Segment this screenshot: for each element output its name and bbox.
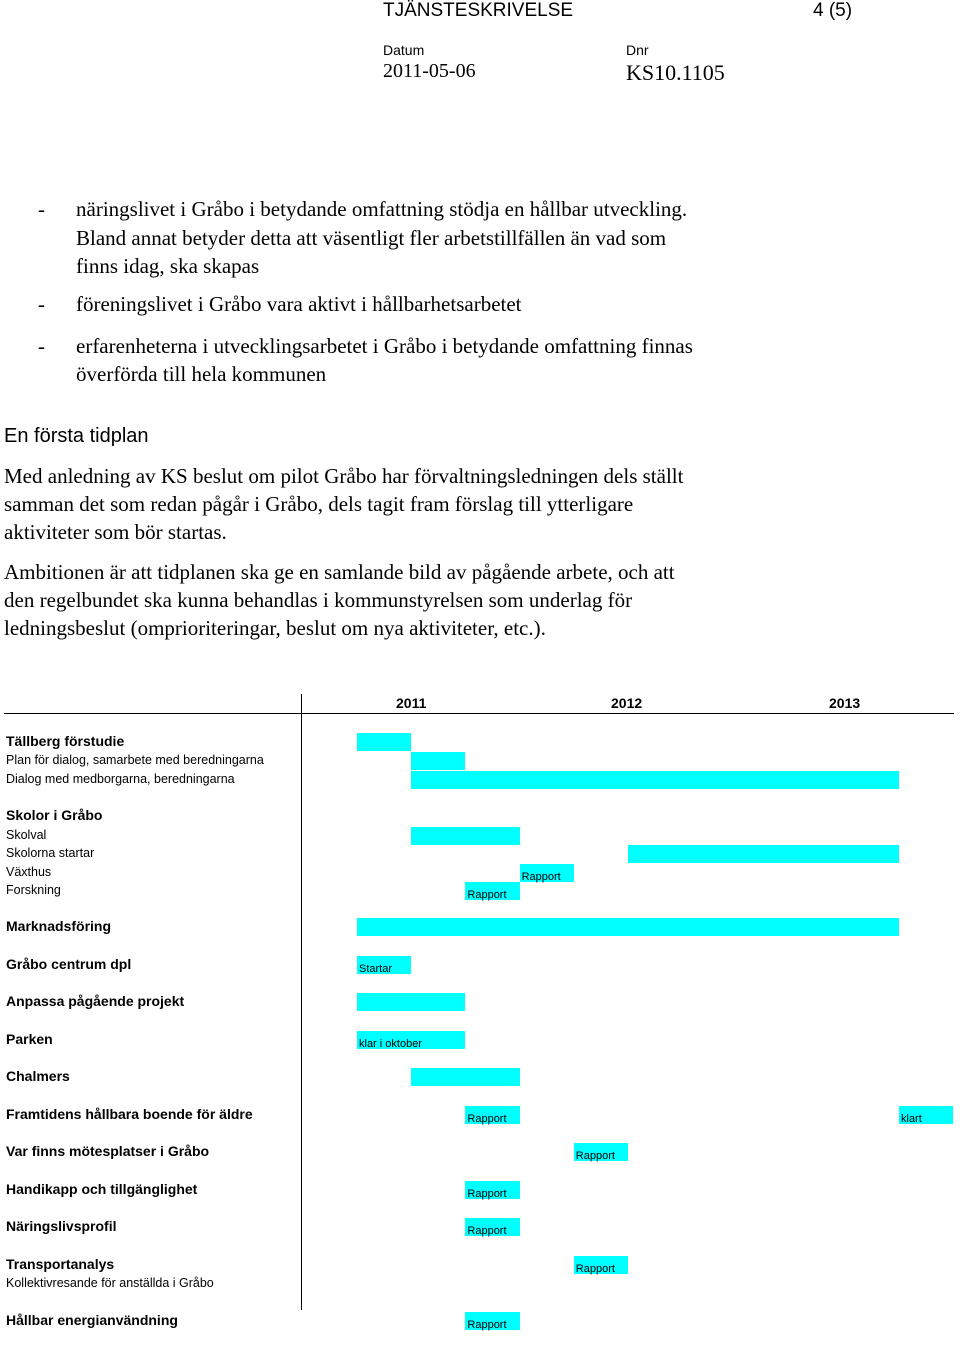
timeline-row-label: Näringslivsprofil [6,1218,117,1234]
timeline-row-label: Plan för dialog, samarbete med beredningarna [6,753,264,767]
year-label: 2013 [829,695,861,711]
paragraph-line: Med anledning av KS beslut om pilot Gråbo har förvaltningsledningen dels ställt [4,464,684,488]
timeline-row-label: Var finns mötesplatser i Gråbo [6,1143,210,1159]
label-column-divider [301,694,302,1310]
timeline-bar [628,845,899,863]
reference-label: Dnr [626,42,649,58]
timeline-row-label: Marknadsföring [6,918,112,934]
timeline-bar-label: Rapport [521,871,561,883]
timeline-row-label: Tällberg förstudie [6,733,125,749]
year-label: 2011 [396,695,427,711]
timeline-bar [411,1068,519,1086]
bullet-line: näringslivet i Gråbo i betydande omfattning stödja en hållbar utveckling. [76,197,688,221]
timeline-bar-label: klar i oktober [359,1038,422,1050]
timeline-bar [411,752,465,770]
timeline-bar-label: Rapport [467,1113,507,1125]
section-heading: En första tidplan [4,425,149,447]
timeline-row-label: Skolval [6,828,47,842]
timeline-row-label: Chalmers [6,1068,70,1084]
timeline-bar-label: Rapport [467,1188,507,1200]
reference-value: KS10.1105 [626,60,725,85]
bullet-line: Bland annat betyder detta att väsentligt fler arbetstillfällen än vad som [76,226,667,250]
timeline-bar-label: Rapport [467,889,507,901]
timeline-bar-label: klart [901,1113,922,1125]
timeline-row-label: Skolorna startar [6,846,95,860]
timeline-row-label: Dialog med medborgarna, beredningarna [6,772,235,786]
year-label: 2012 [611,695,643,711]
bullet-dash: - [38,197,45,221]
timeline-bar [357,918,899,936]
paragraph-line: den regelbundet ska kunna behandlas i kommunstyrelsen som underlag för [4,588,633,612]
timeline-bar [411,771,899,789]
timeline-row-label: Forskning [6,883,61,897]
bullet-dash: - [38,334,45,358]
timeline-bar-label: Startar [359,963,393,975]
timeline-row-label: Växthus [6,865,52,879]
timeline-bar-label: Rapport [575,1263,615,1275]
paragraph-line: aktiviteter som bör startas. [4,520,227,544]
bullet-line: överförda till hela kommunen [76,362,327,386]
timeline-row-label: Gråbo centrum dpl [6,956,132,972]
header-rule [4,713,954,714]
paragraph-line: ledningsbeslut (omprioriteringar, beslut om nya aktiviteter, etc.). [4,616,546,640]
timeline-bar [357,993,465,1011]
bullet-dash: - [38,292,45,316]
timeline-bar-label: Rapport [575,1150,615,1162]
page-number: 4 (5) [813,0,853,21]
timeline-row-label: Parken [6,1031,53,1047]
bullet-line: föreningslivet i Gråbo vara aktivt i hållbarhetsarbetet [76,292,522,316]
bullet-line: finns idag, ska skapas [76,254,260,278]
timeline-row-label: Skolor i Gråbo [6,807,103,823]
timeline-row-label: Framtidens hållbara boende för äldre [6,1106,253,1122]
timeline-bar-label: Rapport [467,1225,507,1237]
date-value: 2011-05-06 [383,60,476,82]
timeline-row-label: Kollektivresande för anställda i Gråbo [6,1276,214,1290]
timeline-bar-label: Rapport [467,1319,507,1331]
timeline-row-label: Anpassa pågående projekt [6,993,185,1009]
document-type: TJÄNSTESKRIVELSE [383,0,574,21]
timeline-bar [411,827,519,845]
paragraph-line: samman det som redan pågår i Gråbo, dels tagit fram förslag till ytterligare [4,492,634,516]
timeline-row-label: Hållbar energianvändning [6,1312,178,1328]
timeline-bar [357,733,411,751]
timeline-row-label: Transportanalys [6,1256,115,1272]
paragraph-line: Ambitionen är att tidplanen ska ge en samlande bild av pågående arbete, och att [4,560,675,584]
date-label: Datum [383,42,425,58]
bullet-line: erfarenheterna i utvecklingsarbetet i Gråbo i betydande omfattning finnas [76,334,693,358]
timeline-row-label: Handikapp och tillgänglighet [6,1181,198,1197]
